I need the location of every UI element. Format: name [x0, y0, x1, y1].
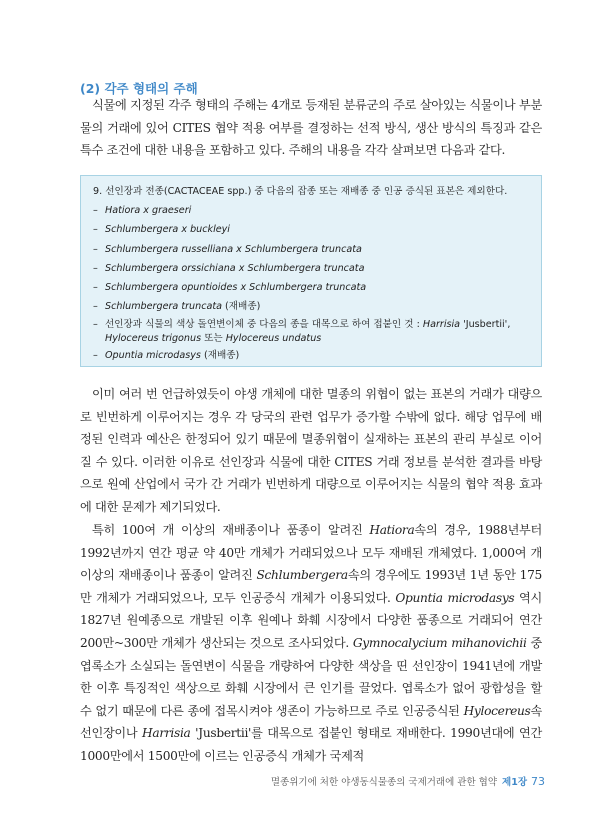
body-paragraph: 이미 여러 번 언급하였듯이 야생 개체에 대한 멸종의 위협이 없는 표본의 거래가 대량으로 빈번하게 이루어지는 경우 각 당국의 관련 업무가 증가할 수밖에 없다. 해당 업무에 배정된 인력과 예산은 한정되어 있기 때문에 멸종위협이 실재하는 표본의 관리 부실로 이어질 수 있다. 이러한 이유로 선인장과 식물에 대한 CITES 거래 정보를 분석한 결과를 바탕으로 원예 산업에서 국가 간 거래가 빈번하게 대량으로 이루어지는 식물의 협약 적용 효과에 대한 문제가 제기되었다. — [80, 387, 542, 514]
list-item: – Opuntia microdasys (재배종) — [93, 350, 240, 362]
section-heading: (2) 각주 형태의 주해 — [80, 81, 198, 96]
list-item: – Schlumbergera orssichiana x Schlumbergera truncata — [93, 262, 365, 274]
list-item: – Schlumbergera truncata (재배종) — [93, 301, 261, 313]
intro-paragraph: 식물에 지정된 각주 형태의 주해는 4개로 등재된 분류군의 주로 살아있는 식물이나 부분물의 거래에 있어 CITES 협약 적용 여부를 결정하는 선적 방식, 생산 방식의 특징과 같은 특수 조건에 대한 내용을 포함하고 있다. 주해의 내용을 각각 살펴보면 다음과 같다. — [80, 98, 542, 158]
list-item: – Schlumbergera x buckleyi — [93, 224, 230, 236]
list-item: – Schlumbergera russelliana x Schlumbergera truncata — [93, 243, 362, 255]
page-footer — [271, 774, 545, 788]
footer-title: 멸종위기에 처한 야생동식물종의 국제거래에 관한 협약 — [270, 777, 498, 788]
annotation-box — [80, 175, 542, 367]
list-item-grafted-cont: Hylocereus trigonus 또는 Hylocereus undatus — [105, 333, 322, 345]
footer-chapter: 제1장 — [502, 777, 527, 788]
body-paragraph: 특히 100여 개 이상의 재배종이나 품종이 알려진 Hatiora속의 경우, 1988년부터 1992년까지 연간 평균 약 40만 개체가 거래되었으나 모두 재배된 개체였다. 1,000여 개 이상의 재배종이나 품종이 알려진 Schlumbergera속의 경우에도 1993년 1년 동안 175만 개체가 거래되었으나, 모두 인공증식 개체가 이용되었다. Opuntia microdasys 역시 1827년 원예종으로 개발된 이후 원예나 화훼 시장에서 다양한 품종으로 거래되어 연간 200만~300만 개체가 생산되는 것으로 조사되었다. Gymnocalycium mihanovichii 중 엽록소가 소실되는 돌연변이 식물을 개량하여 다양한 색상을 띤 선인장이 1941년에 개발한 이후 특징적인 색상으로 화훼 시장에서 큰 인기를 끌었다. 엽록소가 없어 광합성을 할 수 없기 때문에 다른 종에 접목시켜야 생존이 가능하므로 주로 인공증식된 Hylocereus속 선인장이나 Harrisia 'Jusbertii'를 대목으로 접붙인 형태로 재배한다. 1990년대에 연간 1000만에서 1500만에 이르는 인공증식 개체가 국제적 — [80, 523, 543, 763]
list-item: – Schlumbergera opuntioides x Schlumbergera truncata — [93, 281, 367, 293]
box-title: 9. 선인장과 전종(CACTACEAE spp.) 중 다음의 잡종 또는 재배종 중 인공 증식된 표본은 제외한다. — [93, 186, 508, 197]
page-number: 73 — [531, 775, 545, 788]
list-item-grafted: – 선인장과 식물의 색상 돌연변이체 중 다음의 종을 대목으로 하여 접붙인 것 : Harrisia 'Jusbertii', — [93, 319, 511, 331]
list-item: – Hatiora x graeseri — [93, 205, 192, 217]
